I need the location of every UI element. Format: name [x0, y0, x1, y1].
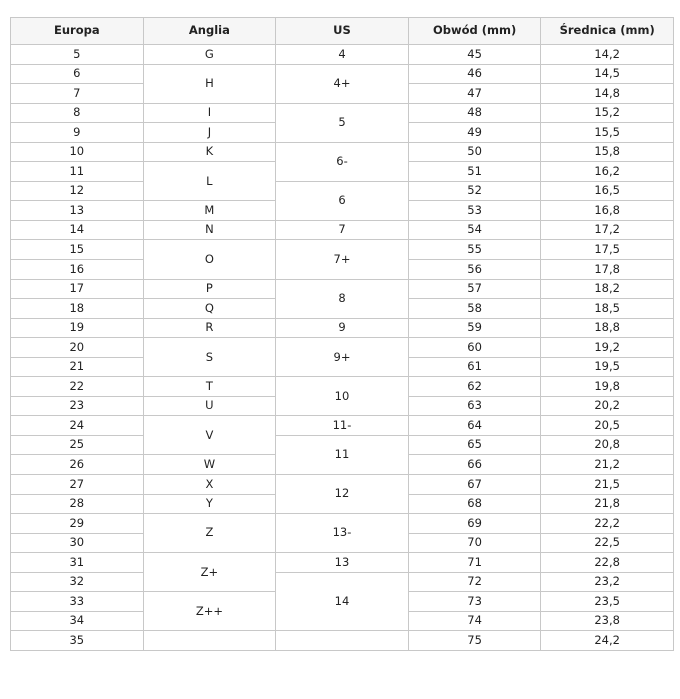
- table-row: [11, 435, 674, 455]
- cell-europa: 16: [11, 260, 144, 280]
- cell-europa: 30: [11, 533, 144, 553]
- cell-srednica: 17,2: [541, 220, 674, 240]
- cell-us: 11-: [276, 416, 409, 436]
- cell-srednica: 14,8: [541, 84, 674, 104]
- cell-srednica: 21,8: [541, 494, 674, 514]
- table-row: [11, 220, 674, 240]
- cell-srednica: 18,2: [541, 279, 674, 299]
- cell-us: 5: [276, 103, 409, 142]
- table-row: [11, 514, 674, 534]
- cell-us: 4+: [276, 64, 409, 103]
- cell-anglia: Z+: [143, 553, 276, 592]
- cell-obwod: 66: [408, 455, 541, 475]
- cell-obwod: 62: [408, 377, 541, 397]
- cell-srednica: 15,8: [541, 142, 674, 162]
- cell-europa: 15: [11, 240, 144, 260]
- table-row: [11, 553, 674, 573]
- cell-obwod: 53: [408, 201, 541, 221]
- cell-anglia: W: [143, 455, 276, 475]
- cell-anglia: G: [143, 45, 276, 65]
- cell-anglia: K: [143, 142, 276, 162]
- cell-obwod: 72: [408, 572, 541, 592]
- cell-srednica: 20,5: [541, 416, 674, 436]
- cell-europa: 35: [11, 631, 144, 651]
- cell-europa: 6: [11, 64, 144, 84]
- cell-srednica: 15,5: [541, 123, 674, 143]
- cell-obwod: 63: [408, 396, 541, 416]
- cell-europa: 32: [11, 572, 144, 592]
- cell-obwod: 48: [408, 103, 541, 123]
- cell-anglia: V: [143, 416, 276, 455]
- cell-europa: 11: [11, 162, 144, 182]
- cell-anglia: U: [143, 396, 276, 416]
- cell-anglia: N: [143, 220, 276, 240]
- cell-europa: 8: [11, 103, 144, 123]
- cell-srednica: 15,2: [541, 103, 674, 123]
- cell-obwod: 68: [408, 494, 541, 514]
- cell-srednica: 14,2: [541, 45, 674, 65]
- cell-obwod: 70: [408, 533, 541, 553]
- cell-obwod: 56: [408, 260, 541, 280]
- cell-srednica: 23,5: [541, 592, 674, 612]
- cell-anglia: L: [143, 162, 276, 201]
- header-row: [11, 18, 674, 45]
- cell-us: 13-: [276, 514, 409, 553]
- cell-obwod: 54: [408, 220, 541, 240]
- cell-anglia: [143, 631, 276, 651]
- table-row: [11, 240, 674, 260]
- cell-us: 7+: [276, 240, 409, 279]
- cell-obwod: 58: [408, 299, 541, 319]
- table-body: [11, 45, 674, 651]
- cell-europa: 27: [11, 475, 144, 495]
- cell-obwod: 55: [408, 240, 541, 260]
- cell-obwod: 45: [408, 45, 541, 65]
- table-row: [11, 142, 674, 162]
- cell-anglia: Q: [143, 299, 276, 319]
- cell-srednica: 19,2: [541, 338, 674, 358]
- cell-us: 7: [276, 220, 409, 240]
- cell-anglia: O: [143, 240, 276, 279]
- cell-obwod: 51: [408, 162, 541, 182]
- cell-anglia: I: [143, 103, 276, 123]
- cell-srednica: 17,8: [541, 260, 674, 280]
- cell-europa: 22: [11, 377, 144, 397]
- cell-europa: 12: [11, 181, 144, 201]
- cell-anglia: Z: [143, 514, 276, 553]
- cell-europa: 9: [11, 123, 144, 143]
- cell-anglia: X: [143, 475, 276, 495]
- cell-obwod: 50: [408, 142, 541, 162]
- cell-srednica: 20,8: [541, 435, 674, 455]
- table-row: [11, 279, 674, 299]
- cell-us: [276, 631, 409, 651]
- cell-europa: 14: [11, 220, 144, 240]
- cell-us: 8: [276, 279, 409, 318]
- cell-anglia: M: [143, 201, 276, 221]
- table-row: [11, 64, 674, 84]
- cell-obwod: 75: [408, 631, 541, 651]
- cell-europa: 7: [11, 84, 144, 104]
- cell-anglia: Y: [143, 494, 276, 514]
- cell-obwod: 74: [408, 611, 541, 631]
- cell-anglia: S: [143, 338, 276, 377]
- cell-srednica: 18,8: [541, 318, 674, 338]
- cell-anglia: J: [143, 123, 276, 143]
- cell-srednica: 16,8: [541, 201, 674, 221]
- cell-srednica: 23,2: [541, 572, 674, 592]
- cell-srednica: 22,8: [541, 553, 674, 573]
- cell-us: 12: [276, 475, 409, 514]
- table-row: [11, 318, 674, 338]
- table-row: [11, 572, 674, 592]
- table-row: [11, 416, 674, 436]
- cell-europa: 31: [11, 553, 144, 573]
- cell-europa: 23: [11, 396, 144, 416]
- cell-obwod: 64: [408, 416, 541, 436]
- table-header: [11, 18, 674, 45]
- cell-us: 10: [276, 377, 409, 416]
- cell-srednica: 16,2: [541, 162, 674, 182]
- cell-srednica: 24,2: [541, 631, 674, 651]
- cell-europa: 29: [11, 514, 144, 534]
- cell-obwod: 65: [408, 435, 541, 455]
- cell-us: 13: [276, 553, 409, 573]
- table-row: [11, 103, 674, 123]
- cell-srednica: 20,2: [541, 396, 674, 416]
- header-anglia: Anglia: [143, 18, 276, 45]
- table-row: [11, 475, 674, 495]
- cell-obwod: 60: [408, 338, 541, 358]
- cell-anglia: T: [143, 377, 276, 397]
- cell-srednica: 19,5: [541, 357, 674, 377]
- cell-europa: 21: [11, 357, 144, 377]
- cell-obwod: 69: [408, 514, 541, 534]
- cell-europa: 28: [11, 494, 144, 514]
- cell-europa: 25: [11, 435, 144, 455]
- cell-europa: 33: [11, 592, 144, 612]
- cell-us: 4: [276, 45, 409, 65]
- cell-obwod: 61: [408, 357, 541, 377]
- table-row: [11, 338, 674, 358]
- cell-europa: 10: [11, 142, 144, 162]
- cell-europa: 19: [11, 318, 144, 338]
- cell-obwod: 59: [408, 318, 541, 338]
- cell-obwod: 71: [408, 553, 541, 573]
- cell-us: 6: [276, 181, 409, 220]
- table-row: [11, 377, 674, 397]
- table-row: [11, 181, 674, 201]
- cell-europa: 13: [11, 201, 144, 221]
- cell-europa: 18: [11, 299, 144, 319]
- cell-obwod: 67: [408, 475, 541, 495]
- cell-srednica: 23,8: [541, 611, 674, 631]
- cell-anglia: R: [143, 318, 276, 338]
- cell-europa: 34: [11, 611, 144, 631]
- cell-srednica: 17,5: [541, 240, 674, 260]
- cell-obwod: 73: [408, 592, 541, 612]
- ring-size-table: [10, 17, 674, 651]
- cell-obwod: 57: [408, 279, 541, 299]
- cell-europa: 24: [11, 416, 144, 436]
- cell-srednica: 16,5: [541, 181, 674, 201]
- cell-anglia: Z++: [143, 592, 276, 631]
- cell-srednica: 19,8: [541, 377, 674, 397]
- cell-us: 11: [276, 435, 409, 474]
- cell-obwod: 47: [408, 84, 541, 104]
- header-us: US: [276, 18, 409, 45]
- cell-obwod: 52: [408, 181, 541, 201]
- cell-us: 9+: [276, 338, 409, 377]
- cell-obwod: 46: [408, 64, 541, 84]
- header-obwod: Obwód (mm): [408, 18, 541, 45]
- cell-europa: 5: [11, 45, 144, 65]
- cell-srednica: 14,5: [541, 64, 674, 84]
- cell-europa: 26: [11, 455, 144, 475]
- header-srednica: Średnica (mm): [541, 18, 674, 45]
- table-row: [11, 631, 674, 651]
- cell-us: 14: [276, 572, 409, 631]
- cell-us: 9: [276, 318, 409, 338]
- cell-anglia: P: [143, 279, 276, 299]
- table-row: [11, 45, 674, 65]
- cell-srednica: 21,2: [541, 455, 674, 475]
- cell-europa: 20: [11, 338, 144, 358]
- cell-srednica: 18,5: [541, 299, 674, 319]
- cell-europa: 17: [11, 279, 144, 299]
- cell-srednica: 22,5: [541, 533, 674, 553]
- cell-anglia: H: [143, 64, 276, 103]
- cell-srednica: 21,5: [541, 475, 674, 495]
- cell-us: 6-: [276, 142, 409, 181]
- cell-obwod: 49: [408, 123, 541, 143]
- header-europa: Europa: [11, 18, 144, 45]
- cell-srednica: 22,2: [541, 514, 674, 534]
